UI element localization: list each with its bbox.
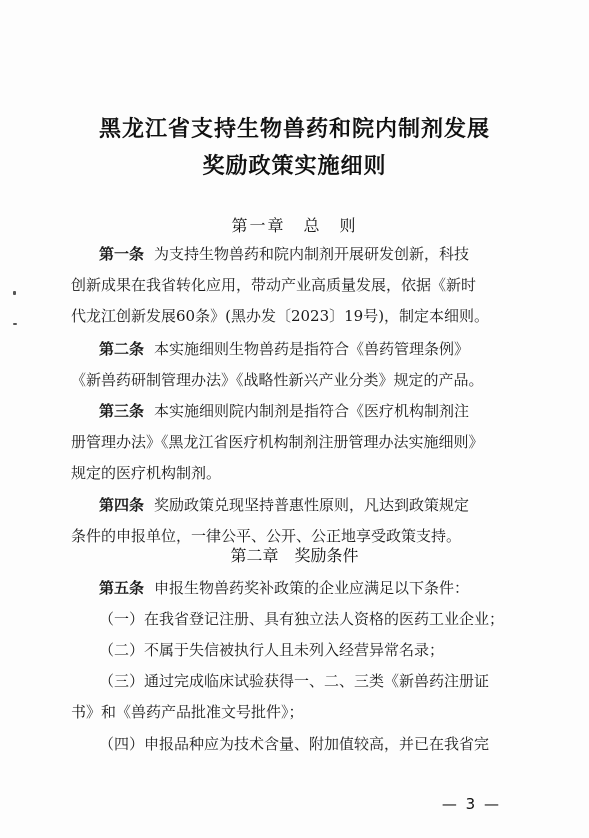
article-3-line-1: 本实施细则院内制剂是指符合《医疗机构制剂注 (154, 402, 470, 420)
article-4-lead: 第四条 (99, 496, 145, 514)
chapter-2-heading: 第二章 奖励条件 (230, 546, 359, 565)
article-2-line-2: 《新兽药研制管理办法》《战略性新兴产业分类》规定的产品。 (71, 371, 484, 389)
article-5-item-4 (99, 729, 519, 760)
article-5-line-1: 申报生物兽药奖补政策的企业应满足以下条件： (154, 579, 470, 597)
item-2-text: （二）不属于失信被执行人且未列入经营异常名录； (99, 641, 445, 659)
article-3-line-2: 册管理办法》《黑龙江省医疗机构制剂注册管理办法实施细则》 (71, 433, 484, 451)
article-5-item-1 (99, 604, 519, 635)
item-3-line-1: （三）通过完成临床试验获得一、二、三类《新兽药注册证 (99, 672, 490, 690)
scan-mark (13, 323, 17, 325)
article-1-line-2: 创新成果在我省转化应用，带动产业高质量发展，依据《新时 (71, 276, 477, 294)
article-3-lead: 第三条 (99, 402, 145, 420)
article-4-line-2: 条件的申报单位，一律公平、公开、公正地享受政策支持。 (71, 527, 462, 545)
article-4-line-1: 奖励政策兑现坚持普惠性原则，凡达到政策规定 (154, 496, 470, 514)
article-1-line-3: 代龙江创新发展60条》(黑办发〔2023〕19号)，制定本细则。 (71, 307, 490, 325)
chapter-1-heading: 第一章 总 则 (231, 216, 358, 235)
document-title-line-2: 奖励政策实施细则 (202, 153, 387, 179)
page-number: — 3 — (441, 795, 501, 813)
article-5-item-3 (71, 666, 519, 728)
article-1-line-1: 为支持生物兽药和院内制剂开展研发创新，科技 (154, 245, 470, 263)
article-5 (99, 573, 519, 604)
article-3-line-3: 规定的医疗机构制剂。 (71, 464, 222, 482)
article-5-lead: 第五条 (99, 579, 145, 597)
article-2-line-1: 本实施细则生物兽药是指符合《兽药管理条例》 (154, 340, 470, 358)
article-5-item-2 (99, 635, 519, 666)
scan-mark (13, 291, 16, 295)
article-2 (71, 334, 519, 396)
article-1 (71, 239, 519, 332)
article-2-lead: 第二条 (99, 340, 145, 358)
article-1-lead: 第一条 (99, 245, 145, 263)
item-4-line-1: （四）申报品种应为技术含量、附加值较高，并已在我省完 (99, 735, 490, 753)
item-1-text: （一）在我省登记注册、具有独立法人资格的医药工业企业； (99, 610, 505, 628)
document-title-line-1: 黑龙江省支持生物兽药和院内制剂发展 (98, 116, 490, 142)
article-3 (71, 396, 519, 489)
item-3-line-2: 书》和《兽药产品批准文号批件》； (71, 703, 304, 721)
